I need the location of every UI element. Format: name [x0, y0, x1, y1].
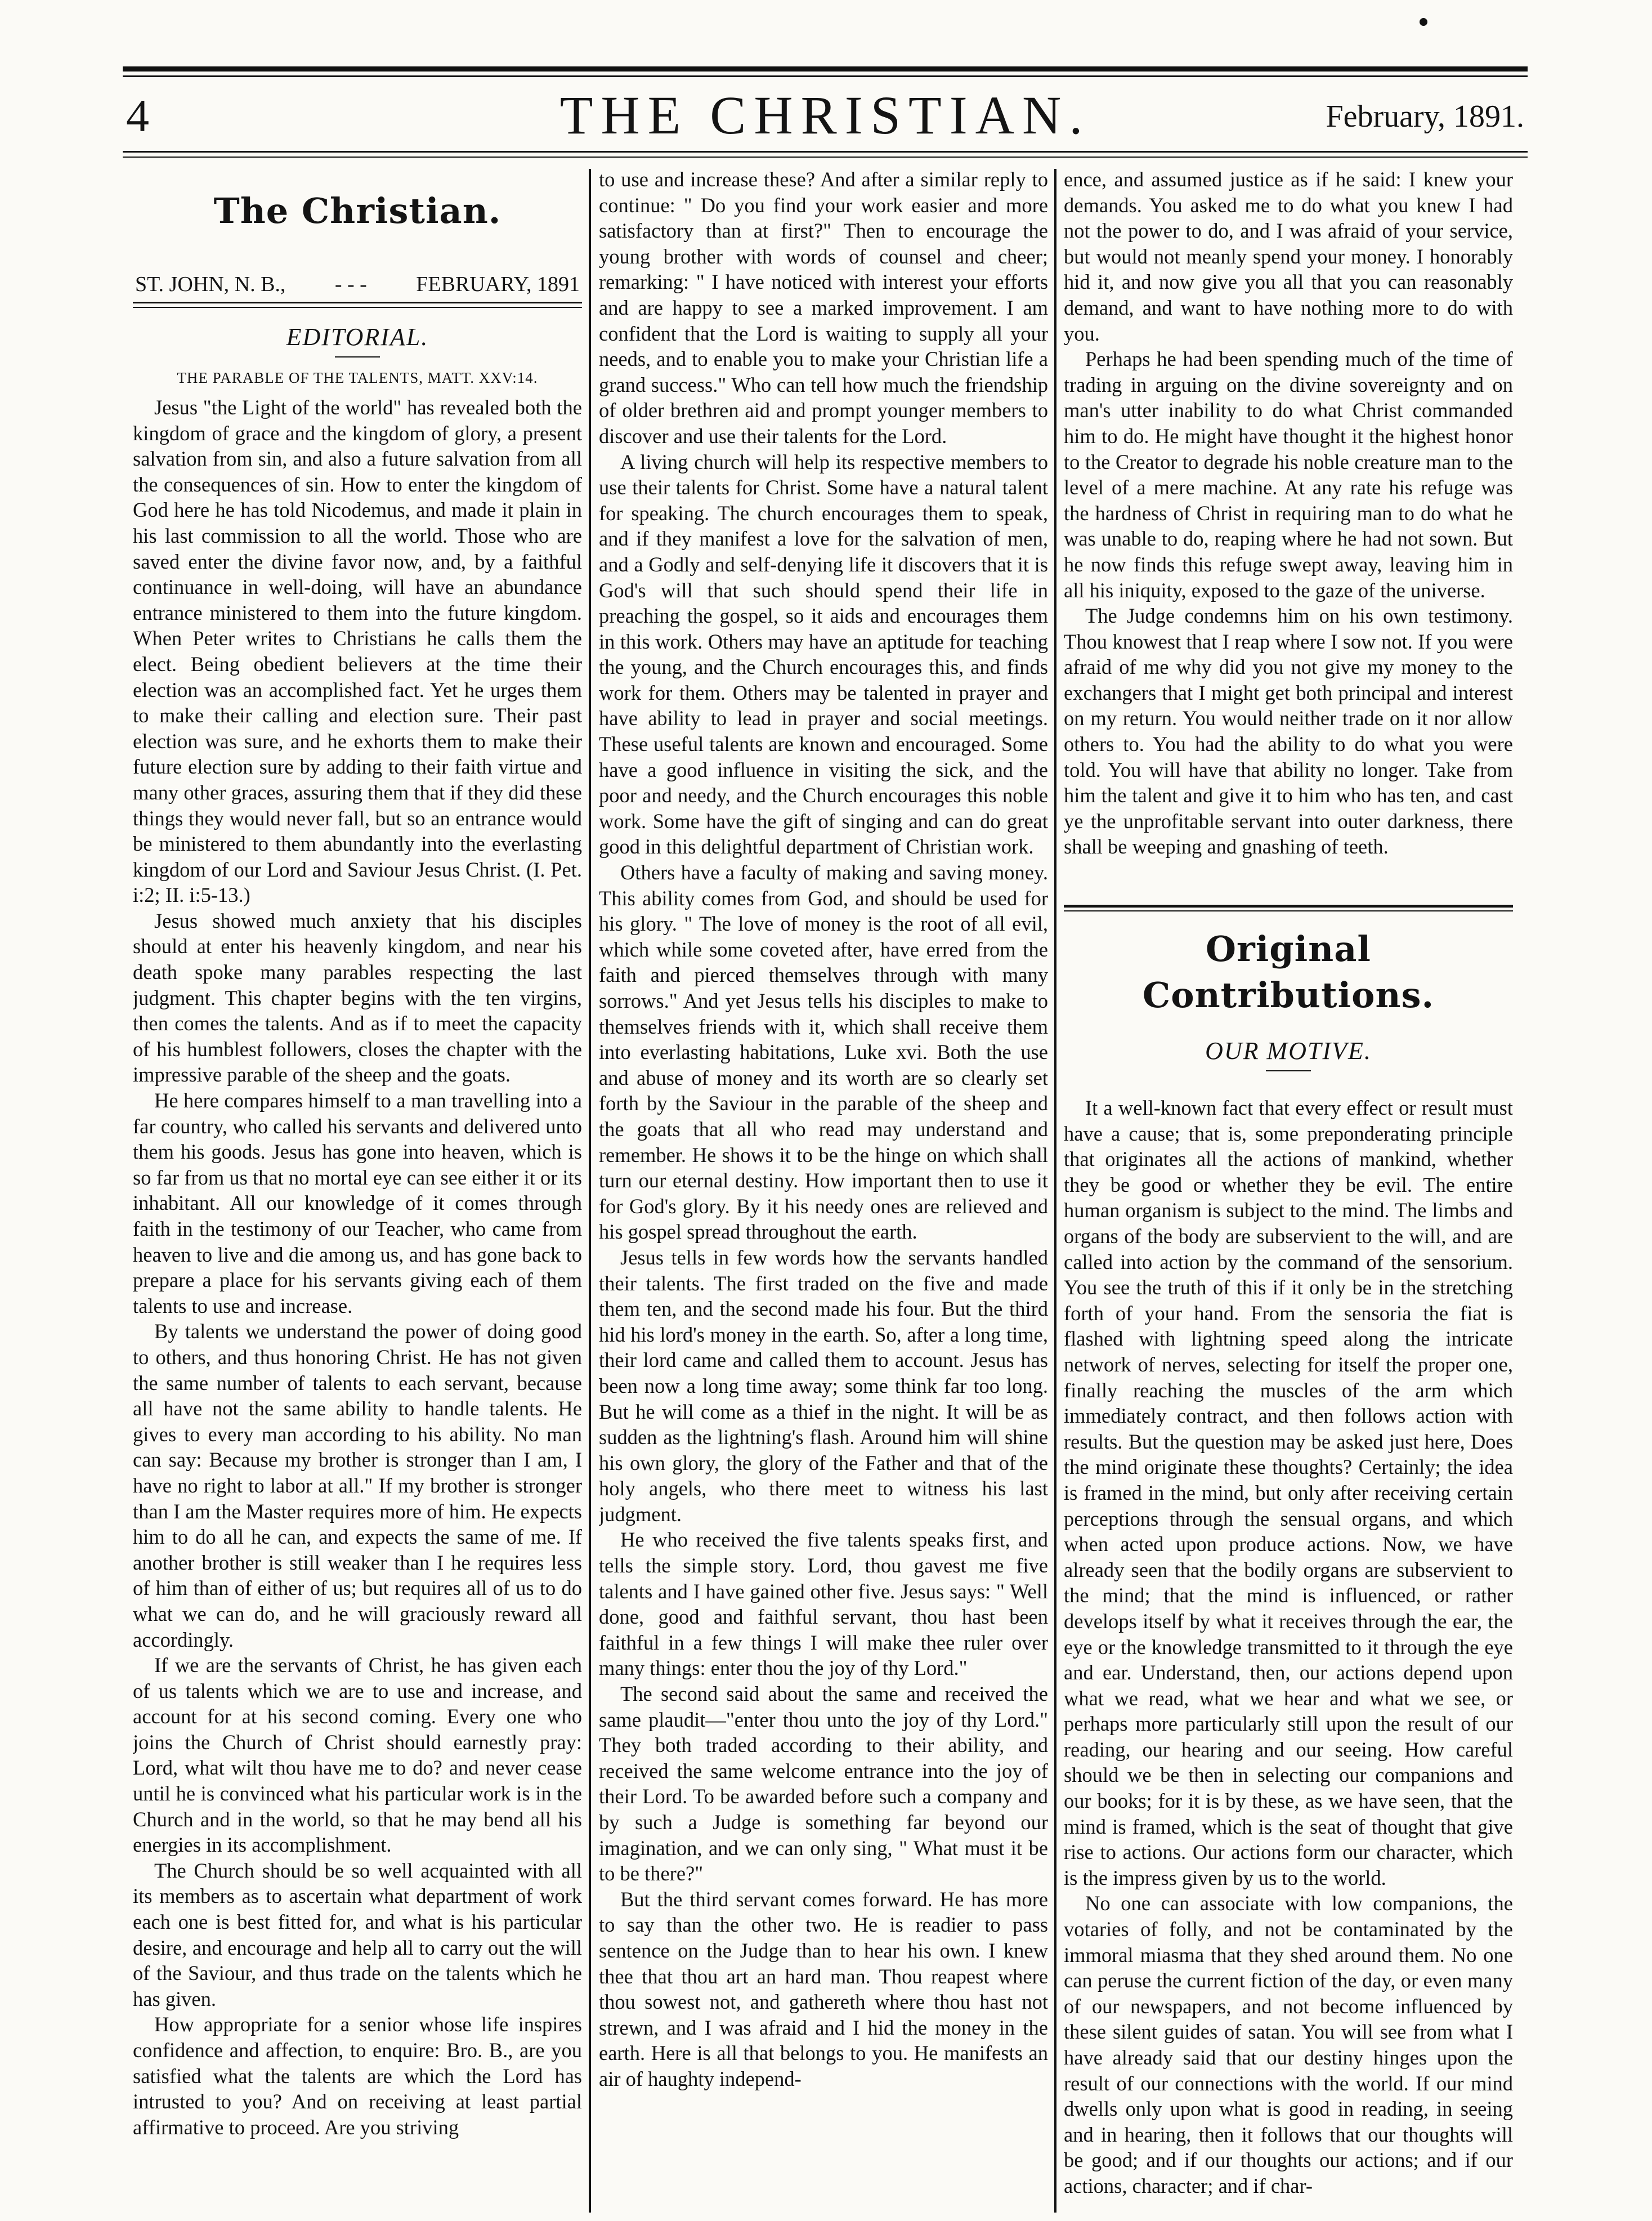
paragraph: Jesus tells in few words how the servants handled their talents. The first traded on the five and made them ten, and the second made his four. But the third hid his lord's money in the earth. So, after a long time, their lord came and called them to account. Jesus has been now a long time away; some think far too long. But he will come as a thief in the night. It will be as sudden as the lightning's flash. Around him will shine his own glory, the glory of the Father and that of the holy angels, who there meet to witness his last judgment.	[599, 1245, 1048, 1526]
paragraph: The Judge condemns him on his own testimony. Thou knowest that I reap where I sow not. If you were afraid of me why did you not give my money to the exchangers that I might get both principal and interest on my return. You would neither trade on it nor allow others to. You had the ability to do what you were told. You will have that ability no longer. Take from him the talent and give it to him who has ten, and cast ye the unprofitable servant into outer darkness, there shall be weeping and gnashing of teeth.	[1064, 604, 1513, 859]
column-divider	[1054, 169, 1056, 2213]
column-2	[599, 167, 1048, 2210]
masthead	[123, 84, 1528, 152]
column-divider	[589, 169, 591, 2213]
dateline-dashes: - - -	[334, 272, 367, 296]
paragraph: The Church should be so well acquainted with all its members as to ascertain what department of work each one is best fitted for, and what is his particular desire, and encourage and help all to carry out the will of the Saviour, and thus trade on the talents which he has given.	[133, 1858, 582, 2010]
paragraph: He who received the five talents speaks first, and tells the simple story. Lord, thou gavest me five talents and I have gained other five. Jesus says: " Well done, good and faithful servant, thou hast been faithful in a few things I will make thee ruler over many things: enter thou the joy of thy Lord."	[599, 1528, 1048, 1680]
ink-speck	[1420, 18, 1427, 26]
nameplate: The Christian.	[213, 190, 502, 231]
paragraph: How appropriate for a senior whose life inspires confidence and affection, to enquire: Bro. B., are you satisfied what the talents are which the Lord has intrusted to you? And on receiving at least partial affirmative to proceed. Are you striving	[133, 2013, 582, 2139]
paragraph: But the third servant comes forward. He has more to say than the other two. He is readier to pass sentence on the Judge than to hear his own. I knew thee that thou art an hard man. Thou reapest where thou sowest not, and gathereth where thou hast not strewn, and I was afraid and I hid the money in the earth. Here is all that belongs to you. He manifests an air of haughty independ-	[599, 1887, 1048, 2090]
masthead-bottom-rule-2	[123, 157, 1528, 158]
section-title-editorial: EDITORIAL.	[286, 323, 429, 351]
article-subhead: THE PARABLE OF THE TALENTS, MATT. XXV:14.	[177, 369, 538, 386]
paragraph: Jesus showed much anxiety that his disciples should at enter his heavenly kingdom, and near his death spoke many parables respecting the last judgment. This chapter begins with the ten virgins, then comes the talents. And as if to meet the capacity of his humblest followers, closes the chapter with the impressive parable of the sheep and the goats.	[133, 909, 582, 1087]
paragraph: By talents we understand the power of doing good to others, and thus honoring Christ. He has not given the same number of talents to each servant, because all have not the same ability to handle talents. He gives to every man according to his ability. No man can say: Because my brother is stronger than I am, I have no right to labor at all." If my brother is stronger than I am the Master requires more of him. He expects him to do all he can, and expects the same of me. If another brother is still weaker than I he requires less of him than of either of us; but requires all of us to do what we can do, and he will graciously reward all accordingly.	[133, 1320, 582, 1651]
paragraph: A living church will help its respective members to use their talents for Christ. Some have a natural talent for speaking. The church encourages them to speak, and if they manifest a love for the salvation of men, and a Godly and self-denying life it discovers that it is God's will that such should spend their life in preaching the gospel, so it aids and encourages them in this work. Others may have an aptitude for teaching the young, and the Church encourages this, and finds work for them. Others may be talented in prayer and have ability to lead in prayer and social meetings. These useful talents are known and encouraged. Some have a good influence in visiting the sick, and the poor and needy, and the Church encourages this noble work. Some have the gift of singing and can do great good in this delightful department of Christian work.	[599, 450, 1048, 859]
paragraph: ence, and assumed justice as if he said: I knew your demands. You asked me to do what you knew I had not the power to do, and I was afraid of your service, but would not meanly spend your money. I honorably hid it, and now give you all that you can reasonably demand, and want to have nothing more to do with you.	[1064, 168, 1513, 345]
paragraph: No one can associate with low companions, the votaries of folly, and not be contaminated by the immoral miasma that they shed around them. No one can peruse the current fiction of the day, or even many of our newspapers, and not become influenced by these silent guides of satan. You will see from what I have already said that our destiny hinges upon the result of our connections with the world. If our mind dwells only upon what is good in reading, in seeing and in hearing, then it follows that our thoughts will be good; and if our thoughts our actions; and if our actions, character; and if char-	[1064, 1892, 1513, 2197]
paragraph: Perhaps he had been spending much of the time of trading in arguing on the divine sovereignty and on man's utter inability to do what Christ commanded him to do. He might have thought it the highest honor to the Creator to degrade his noble creature man to the level of a mere machine. At any rate his refuge was the hardness of Christ in requiring man to do what he was unable to do, reaping where he had not sown. But he now finds this refuge swept away, leaving him in all his iniquity, exposed to the gaze of the universe.	[1064, 347, 1513, 602]
paragraph: Jesus "the Light of the world" has revealed both the kingdom of grace and the kingdom of glory, a present salvation from sin, and also a future salvation from all the consequences of sin. How to enter the kingdom of God here he has told Nicodemus, and made it plain in his last commission to all the world. Those who are saved enter the divine favor now, and, by a faithful continuance in well-doing, will have an abundance entrance ministered to them into the future kingdom. When Peter writes to Christians he calls them the elect. Being obedient believers at the time their election was an accomplished fact. Yet he urges them to make their calling and election sure. Their past election was sure, and he exhorts them to make their future election sure by adding to their faith virtue and many other graces, assuring them that if they did these things they would never fall, but so an entrance would be ministered to them abundantly into the everlasting kingdom of our Lord and Saviour Jesus Christ. (I. Pet. i:2; II. i:5-13.)	[133, 396, 582, 907]
top-heavy-rule	[123, 66, 1528, 71]
column-1	[133, 167, 582, 2210]
paper-title: THE CHRISTIAN.	[559, 85, 1091, 145]
paragraph: He here compares himself to a man travelling into a far country, who called his servants and delivered unto them his goods. Jesus has gone into heaven, which is so far from us that no mortal eye can see either it or its inhabitant. All our knowledge of it comes through faith in the testimony of our Teacher, who came from heaven to live and die among us, and has gone back to prepare a place for his servants giving each of them talents to use and increase.	[133, 1089, 582, 1317]
short-rule	[335, 356, 380, 357]
page-number: 4	[126, 90, 149, 141]
paragraph: The second said about the same and received the same plaudit—"enter thou unto the joy of thy Lord." They both traded according to their ability, and received the same welcome entrance into the joy of their Lord. To be awarded before such a company and by such a Judge is something far beyond our imagination, and we can only sing, " What must it be to be there?"	[599, 1682, 1048, 1885]
article-title: OUR MOTIVE.	[1205, 1037, 1372, 1065]
dateline-rule	[133, 302, 582, 308]
section-separator-rule	[1064, 905, 1513, 911]
column-3	[1064, 167, 1513, 2210]
paragraph: If we are the servants of Christ, he has given each of us talents which we are to use and increase, and account for at his second coming. Every one who joins the Church of Christ should earnestly pray: Lord, what wilt thou have me to do? and never cease until he is convinced what his particular work is in the Church and in the world, so that he may bend all his energies in its accomplishment.	[133, 1654, 582, 1857]
paragraph: to use and increase these? And after a similar reply to continue: " Do you find your work easier and more satisfactory than at first?" Then to encourage the young brother with words of counsel and cheer; remarking: " I have noticed with interest your efforts and are happy to see a marked improvement. I am confident that the Lord is waiting to supply all your needs, and to enable you to make your Christian life a grand success." Who can tell how much the friendship of older brethren aid and prompt younger members to discover and use their talents for the Lord.	[599, 168, 1048, 448]
top-thin-rule	[123, 75, 1528, 77]
dateline	[135, 270, 580, 298]
paragraph: Others have a faculty of making and saving money. This ability comes from God, and should be used for his glory. " The love of money is the root of all evil, which while some coveted after, have erred from the faith and pierced themselves through with many sorrows." And yet Jesus tells his disciples to make to themselves friends with it, which shall receive them into everlasting habitations, Luke xvi. Both the use and abuse of money and its worth are so clearly set forth by the Saviour in the parable of the sheep and the goats that all who read may understand and remember. He shows it to be the hinge on which shall turn our eternal destiny. How important then to use it for God's glory. By it his needy ones are relieved and his gospel spread throughout the earth.	[599, 861, 1048, 1244]
section-title-original-contributions: Original Contributions.	[1142, 928, 1435, 1016]
masthead-date: February, 1891.	[1326, 99, 1524, 134]
paragraph: It a well-known fact that every effect or result must have a cause; that is, some preponderating principle that originates all the actions of mankind, whether they be good or whether they be evil. The entire human organism is subject to the mind. The limbs and organs of the body are subservient to the will, and are called into action by the command of the sensorium. You see the truth of this if it only be in the stretching forth of your hand. From the sensoria the fiat is flashed with lightning speed along the intricate network of nerves, selecting for itself the proper one, finally reaching the muscles of the arm which immediately contract, and then follows action with results. But the question may be asked just here, Does the mind originate these thoughts? Certainly; the idea is framed in the mind, but only after receiving certain perceptions through the sensual organs, and which when acted upon produce actions. Now, we have already seen that the bodily organs are subservient to the mind; that the mind is influenced, or rather develops itself by what it receives through the ear, the eye or the knowledge transmitted to it through the eye and ear. Understand, then, our actions depend upon what we read, what we hear and what we see, or perhaps more particularly still upon the result of our reading, our hearing and our seeing. How careful should we be then in selecting our companions and our books; for it is by these, as we have seen, that the mind is framed, which is the seat of thought that give rise to actions. Our actions form our character, which is the impress given by us to the world.	[1064, 1096, 1513, 1889]
short-rule	[1266, 1070, 1311, 1071]
masthead-bottom-rule	[123, 151, 1528, 153]
dateline-date: FEBRUARY, 1891	[416, 272, 580, 296]
dateline-place: ST. JOHN, N. B.,	[135, 272, 286, 296]
